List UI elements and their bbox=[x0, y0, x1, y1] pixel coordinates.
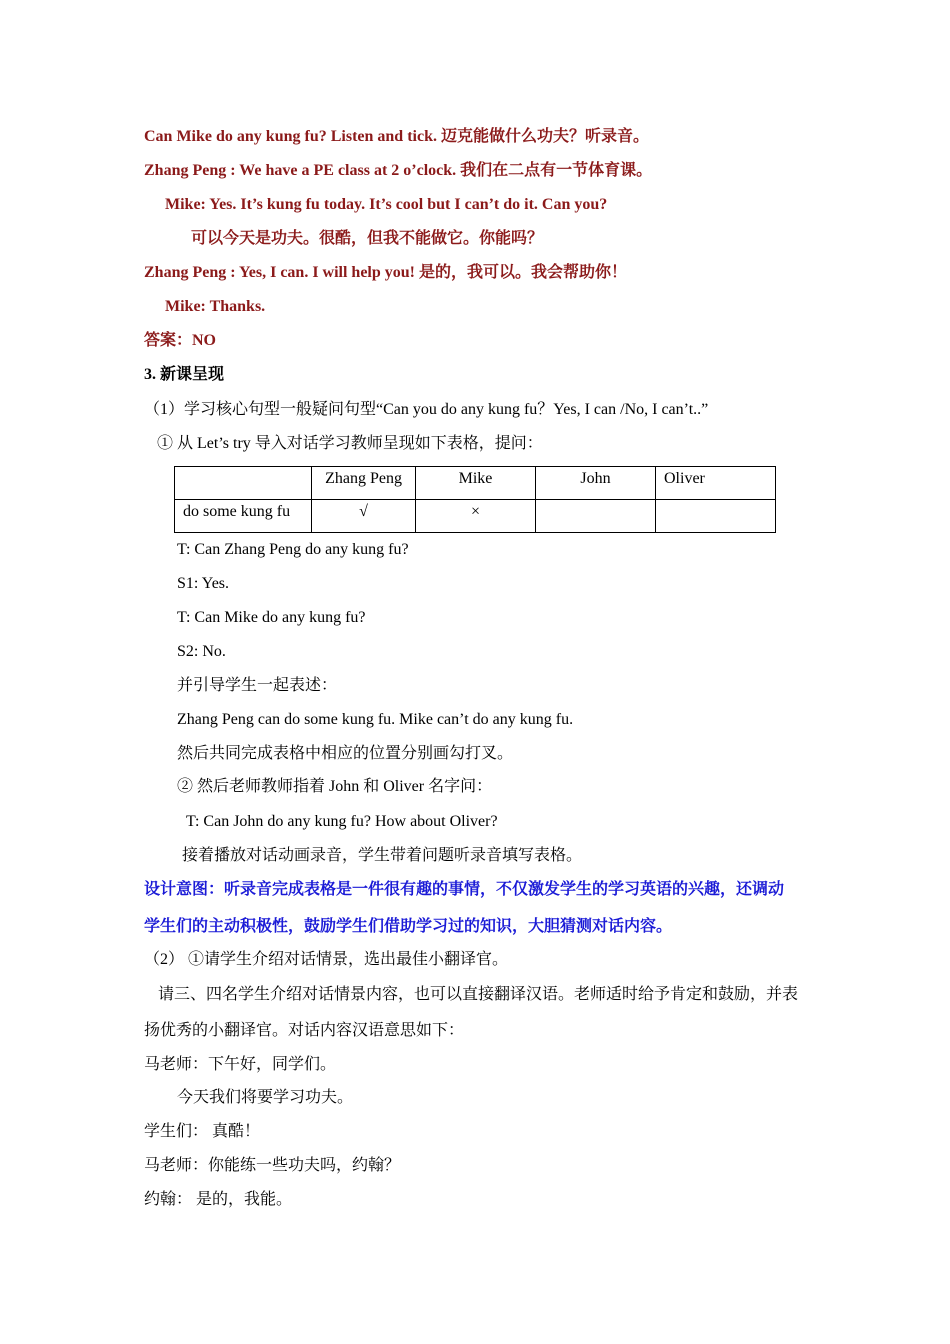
translation-line-3: 学生们： 真酷！ bbox=[144, 1123, 261, 1140]
play-recording-line: 接着播放对话动画录音，学生带着问题听录音填写表格。 bbox=[182, 847, 583, 864]
dialogue-line-mike-1: Mike: Yes. It’s kung fu today. It’s cool but I can’t do it. Can you? bbox=[165, 196, 608, 213]
dialogue-line-mike-2: Mike: Thanks. bbox=[165, 298, 266, 315]
section-heading: 3. 新课呈现 bbox=[144, 366, 225, 383]
table-cell: do some kung fu bbox=[175, 500, 312, 533]
dialogue-translation-mike-1: 可以今天是功夫。很酷，但我不能做它。你能吗？ bbox=[191, 230, 544, 247]
part2-paragraph-2: 扬优秀的小翻译官。对话内容汉语意思如下： bbox=[144, 1022, 465, 1039]
teacher-question-2: T: Can Mike do any kung fu? bbox=[177, 609, 366, 626]
translation-line-1: 马老师：下午好，同学们。 bbox=[144, 1056, 337, 1073]
translation-line-5: 约翰： 是的，我能。 bbox=[144, 1191, 293, 1208]
complete-table-line: 然后共同完成表格中相应的位置分别画勾打叉。 bbox=[177, 745, 514, 762]
kungfu-question: Can Mike do any kung fu? Listen and tick. 迈克能做什么功夫？听录音。 bbox=[144, 128, 649, 145]
answer-line: 答案：NO bbox=[144, 332, 217, 349]
student-answer-2: S2: No. bbox=[177, 643, 226, 660]
table-cell: × bbox=[416, 500, 536, 533]
table-header-cell: Mike bbox=[416, 467, 536, 500]
kungfu-table bbox=[174, 466, 776, 533]
design-intent-line-2: 学生们的主动积极性，鼓励学生们借助学习过的知识，大胆猜测对话内容。 bbox=[144, 918, 673, 935]
step2-line: ② 然后老师教师指着 John 和 Oliver 名字问： bbox=[177, 778, 493, 795]
table-intro-paragraph: ① 从 Let’s try 导入对话学习教师呈现如下表格，提问： bbox=[157, 435, 543, 452]
teacher-question-3: T: Can John do any kung fu? How about Oliver? bbox=[186, 813, 498, 830]
dialogue-line-zhangpeng-1: Zhang Peng : We have a PE class at 2 o’clock. 我们在二点有一节体育课。 bbox=[144, 162, 653, 179]
part2-heading: （2） ①请学生介绍对话情景，选出最佳小翻译官。 bbox=[144, 951, 509, 968]
table-header-cell: Zhang Peng bbox=[312, 467, 416, 500]
table-cell: √ bbox=[312, 500, 416, 533]
translation-line-2: 今天我们将要学习功夫。 bbox=[177, 1089, 354, 1106]
table-header-cell: Oliver bbox=[656, 467, 776, 500]
table-cell bbox=[656, 500, 776, 533]
table-cell bbox=[536, 500, 656, 533]
table-header-row bbox=[175, 467, 776, 500]
statement-line: Zhang Peng can do some kung fu. Mike can’t do any kung fu. bbox=[177, 711, 574, 728]
translation-line-4: 马老师：你能练一些功夫吗，约翰？ bbox=[144, 1157, 401, 1174]
table-header-cell: John bbox=[536, 467, 656, 500]
part2-paragraph-1: 请三、四名学生介绍对话情景内容，也可以直接翻译汉语。老师适时给予肯定和鼓励，并表 bbox=[158, 986, 799, 1003]
table-row bbox=[175, 500, 776, 533]
design-intent-line-1: 设计意图：听录音完成表格是一件很有趣的事情，不仅激发学生的学习英语的兴趣，还调动 bbox=[144, 881, 785, 898]
table-header-cell bbox=[175, 467, 312, 500]
student-answer-1: S1: Yes. bbox=[177, 575, 230, 592]
core-sentence-paragraph: （1）学习核心句型一般疑问句型“Can you do any kung fu？Yes, I can /No, I can’t..” bbox=[144, 401, 709, 418]
teacher-question-1: T: Can Zhang Peng do any kung fu? bbox=[177, 541, 409, 558]
dialogue-line-zhangpeng-2: Zhang Peng : Yes, I can. I will help you! 是的，我可以。我会帮助你！ bbox=[144, 264, 628, 281]
guide-line: 并引导学生一起表述： bbox=[177, 677, 338, 694]
